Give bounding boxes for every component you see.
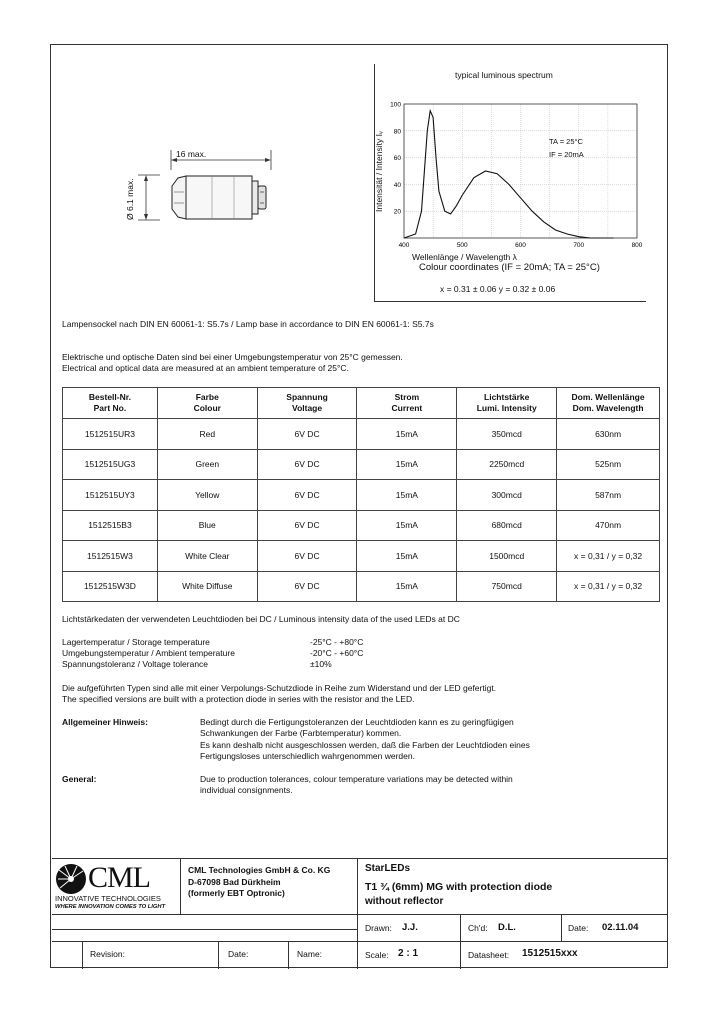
cell-intensity: 1500mcd (457, 541, 557, 572)
cell-part-no: 1512515B3 (63, 510, 158, 541)
spectrum-title: typical luminous spectrum (455, 70, 553, 80)
tb-col-c (288, 941, 289, 969)
date-value: 02.11.04 (602, 922, 639, 933)
scale-label: Scale: (365, 950, 389, 960)
intensity-note: Lichtstärkedaten der verwendeten Leuchtdioden bei DC / Luminous intensity data of the used LEDs at DC (62, 614, 460, 624)
cell-intensity: 750mcd (457, 571, 557, 602)
spec-label-storage: Lagertemperatur / Storage temperature (62, 637, 210, 647)
cell-part-no: 1512515W3 (63, 541, 158, 572)
dim-arrow-top (144, 175, 148, 181)
cell-voltage: 6V DC (257, 449, 357, 480)
dim-arrow-bottom (144, 214, 148, 220)
cell-wavelength: 630nm (557, 419, 660, 450)
company-former: (formerly EBT Optronic) (188, 888, 285, 898)
cell-current: 15mA (357, 449, 457, 480)
col-current: Strom Current (357, 388, 457, 419)
cell-wavelength: 525nm (557, 449, 660, 480)
cell-voltage: 6V DC (257, 571, 357, 602)
date-label: Date: (568, 923, 589, 933)
tb-col-a (82, 941, 83, 969)
company-name: CML Technologies GmbH & Co. KG (188, 865, 331, 875)
general-de-line: Bedingt durch die Fertigungstoleranzen der Leuchtdioden kann es zu geringfügigen (200, 717, 514, 727)
spectrum-series-line (404, 111, 614, 238)
colour-coordinates: Colour coordinates (IF = 20mA; TA = 25°C) (419, 262, 600, 273)
table-row (63, 510, 660, 541)
ambient-note-de: Elektrische und optische Daten sind bei einer Umgebungstemperatur von 25°C gemessen. (62, 352, 403, 362)
cell-colour: White Clear (157, 541, 257, 572)
spectrum-legend-ta: TA = 25°C (549, 137, 583, 146)
drawn-value: J.J. (402, 922, 418, 933)
table-row (63, 541, 660, 572)
dim-arrow-right (265, 158, 271, 162)
lamp-led-dome (172, 176, 186, 219)
lamp-drawing (130, 140, 290, 230)
cell-current: 15mA (357, 480, 457, 511)
spectrum-x-tick: 500 (456, 242, 468, 249)
table-row (63, 571, 660, 602)
dim-length-label: 16 max. (176, 149, 207, 159)
cell-part-no: 1512515UY3 (63, 480, 158, 511)
spectrum-x-tick: 400 (398, 242, 410, 249)
colour-values: x = 0.31 ± 0.06 y = 0.32 ± 0.06 (440, 284, 556, 294)
cell-voltage: 6V DC (257, 480, 357, 511)
tb-row-2 (52, 941, 668, 942)
spec-value-ambient: -20°C - +60°C (310, 648, 364, 658)
cell-current: 15mA (357, 510, 457, 541)
cell-part-no: 1512515W3D (63, 571, 158, 602)
checked-value: D.L. (498, 922, 516, 933)
col-wavelength: Dom. Wellenlänge Dom. Wavelength (557, 388, 660, 419)
datasheet-value: 1512515xxx (522, 948, 578, 959)
tb-col-b (218, 941, 219, 969)
spectrum-y-tick: 60 (393, 155, 401, 163)
spectrum-legend-if: IF = 20mA (549, 150, 584, 159)
cell-intensity: 680mcd (457, 510, 557, 541)
spectrum-y-tick: 20 (393, 208, 401, 216)
table-row (63, 419, 660, 450)
cml-logo-sub: INNOVATIVE TECHNOLOGIES (55, 894, 161, 903)
spec-label-ambient: Umgebungstemperatur / Ambient temperature (62, 648, 235, 658)
table-header-row (63, 388, 660, 419)
cell-voltage: 6V DC (257, 510, 357, 541)
product-title: T1 ¾ (6mm) MG with protection diode (365, 881, 553, 893)
cell-current: 15mA (357, 541, 457, 572)
lamp-collar (252, 181, 258, 214)
general-heading-de: Allgemeiner Hinweis: (62, 717, 148, 727)
col-colour: Farbe Colour (157, 388, 257, 419)
cell-colour: Red (157, 419, 257, 450)
cell-voltage: 6V DC (257, 541, 357, 572)
cml-logo-text: CML (88, 861, 151, 894)
spec-value-storage: -25°C - +80°C (310, 637, 364, 647)
dim-diameter-label: Ø 6.1 max. (125, 178, 135, 220)
cell-wavelength: 470nm (557, 510, 660, 541)
spectrum-y-axis-label: Intensität / Intensity Iᵥ (374, 131, 384, 212)
spectrum-chart (375, 90, 645, 260)
ambient-note-en: Electrical and optical data are measured at an ambient temperature of 25°C. (62, 363, 349, 373)
revision-label: Revision: (90, 949, 125, 959)
product-family: StarLEDs (365, 863, 411, 874)
cell-current: 15mA (357, 571, 457, 602)
tb-row-1 (52, 914, 668, 915)
spec-value-voltage: ±10% (310, 659, 332, 669)
cell-part-no: 1512515UR3 (63, 419, 158, 450)
checked-label: Ch'd: (468, 923, 488, 933)
tb-col-e (561, 914, 562, 941)
spec-label-voltage: Spannungstoleranz / Voltage tolerance (62, 659, 209, 669)
datasheet-label: Datasheet: (468, 950, 510, 960)
tb-col-d (460, 914, 461, 969)
protection-note-de: Die aufgeführten Typen sind alle mit einer Verpolungs-Schutzdiode in Reihe zum Widerstand und der LED gefertigt. (62, 683, 497, 693)
cell-voltage: 6V DC (257, 419, 357, 450)
table-row (63, 449, 660, 480)
scale-value: 2 : 1 (398, 948, 419, 959)
spectrum-y-tick: 40 (393, 181, 401, 189)
drawn-label: Drawn: (365, 923, 392, 933)
spectrum-x-tick: 800 (631, 242, 643, 249)
spectrum-x-axis-label: Wellenlänge / Wavelength λ (412, 252, 517, 262)
general-de-line: Fertigungsloses unterschiedlich wahrgenommen werden. (200, 751, 415, 761)
cell-intensity: 350mcd (457, 419, 557, 450)
spectrum-x-tick: 600 (515, 242, 526, 249)
cell-colour: White Diffuse (157, 571, 257, 602)
cell-wavelength: x = 0,31 / y = 0,32 (557, 571, 660, 602)
table-row (63, 480, 660, 511)
protection-note-en: The specified versions are built with a protection diode in series with the resistor and the LED. (62, 694, 415, 704)
title-block (52, 858, 668, 968)
lamp-base-contact (258, 186, 266, 209)
lamp-base-note: Lampensockel nach DIN EN 60061-1: S5.7s / Lamp base in accordance to DIN EN 60061-1: S5.7s (62, 319, 434, 329)
cell-current: 15mA (357, 419, 457, 450)
revision-date-label: Date: (228, 949, 249, 959)
cell-colour: Blue (157, 510, 257, 541)
general-de-line: Es kann deshalb nicht ausgeschlossen werden, daß die Farben der Leuchtdioden eines (200, 740, 530, 750)
col-part-no: Bestell-Nr. Part No. (63, 388, 158, 419)
revision-name-label: Name: (297, 949, 323, 959)
cell-colour: Green (157, 449, 257, 480)
cml-logo-star-icon (55, 862, 87, 896)
cell-intensity: 300mcd (457, 480, 557, 511)
cell-wavelength: 587nm (557, 480, 660, 511)
spectrum-x-tick: 700 (573, 242, 585, 249)
general-en-line: individual consignments. (200, 785, 293, 795)
cml-logo-slogan: WHERE INNOVATION COMES TO LIGHT (55, 904, 166, 910)
general-heading-en: General: (62, 774, 97, 784)
col-intensity: Lichtstärke Lumi. Intensity (457, 388, 557, 419)
cell-part-no: 1512515UG3 (63, 449, 158, 480)
lamp-body (186, 176, 252, 219)
tb-divider-logo (180, 859, 181, 914)
company-address: D-67098 Bad Dürkheim (188, 877, 281, 887)
cell-colour: Yellow (157, 480, 257, 511)
general-en-line: Due to production tolerances, colour temperature variations may be detected within (200, 774, 513, 784)
tb-row-blank-1 (52, 929, 358, 930)
product-variant: without reflector (365, 896, 444, 907)
spectrum-y-tick: 100 (390, 101, 401, 109)
cell-wavelength: x = 0,31 / y = 0,32 (557, 541, 660, 572)
part-table (62, 387, 660, 602)
col-voltage: Spannung Voltage (257, 388, 357, 419)
cell-intensity: 2250mcd (457, 449, 557, 480)
general-de-line: Schwankungen der Farbe (Farbtemperatur) kommen. (200, 728, 402, 738)
spectrum-y-tick: 80 (393, 128, 401, 136)
